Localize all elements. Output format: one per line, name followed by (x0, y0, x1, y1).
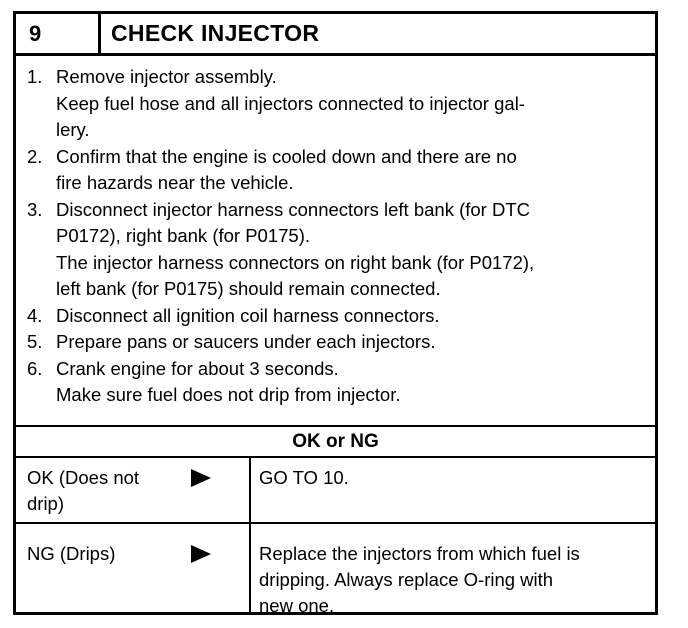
result-ng-action-line-3: new one. (259, 595, 335, 616)
step-1 (27, 64, 647, 144)
step-4-number: 4. (27, 304, 43, 326)
step-6-note-line-1: Make sure fuel does not drip from injector. (56, 384, 401, 405)
step-3-text-line-2: P0172), right bank (for P0175). (56, 225, 311, 246)
step-2-text-line-2: fire hazards near the vehicle. (56, 172, 294, 193)
procedure-box (13, 11, 658, 615)
result-ng-condition (16, 524, 251, 612)
result-ok-label-line-2: drip) (27, 493, 65, 514)
step-6 (27, 356, 647, 409)
step-1-number: 1. (27, 66, 43, 87)
result-ng-action-line-1: Replace the injectors from which fuel is (259, 543, 580, 564)
result-ng-action (259, 524, 654, 619)
step-2-number: 2. (27, 145, 43, 167)
step-3-number: 3. (27, 198, 43, 220)
step-3-note-line-1: The injector harness connectors on right bank (for P0172), (56, 251, 535, 273)
ok-or-ng-heading: OK or NG (16, 425, 655, 458)
arrow-right-icon (191, 545, 211, 563)
step-title: CHECK INJECTOR (111, 20, 320, 46)
step-3 (27, 197, 647, 303)
result-ng-label: NG (Drips) (27, 543, 116, 564)
step-3-text: Disconnect injector harness connectors left bank (for DTC (56, 198, 531, 220)
step-5 (27, 329, 647, 356)
step-1-note-line-1: Keep fuel hose and all injectors connected to injector gal- (56, 92, 525, 114)
step-number: 9 (16, 14, 101, 53)
result-ng-action-line-2: dripping. Always replace O-ring with (259, 569, 554, 590)
step-2 (27, 144, 647, 197)
step-header (16, 14, 655, 56)
step-5-text: Prepare pans or saucers under each injectors. (56, 331, 436, 352)
result-ok-action: GO TO 10. (259, 467, 349, 488)
step-4 (27, 303, 647, 330)
step-3-note-line-2: left bank (for P0175) should remain connected. (56, 278, 441, 299)
step-2-text: Confirm that the engine is cooled down and there are no (56, 145, 517, 167)
step-4-text: Disconnect all ignition coil harness connectors. (56, 304, 440, 326)
arrow-right-icon (191, 469, 211, 487)
result-row-ok (16, 458, 655, 524)
step-1-text: Remove injector assembly. (56, 66, 277, 87)
step-6-text: Crank engine for about 3 seconds. (56, 357, 339, 379)
instructions (27, 64, 647, 409)
result-ok-condition (16, 458, 251, 522)
step-1-note-line-2: lery. (56, 119, 90, 140)
result-ok-label-line-1: OK (Does not (27, 467, 140, 488)
result-row-ng (16, 524, 655, 616)
step-6-number: 6. (27, 357, 43, 379)
step-5-number: 5. (27, 331, 43, 352)
